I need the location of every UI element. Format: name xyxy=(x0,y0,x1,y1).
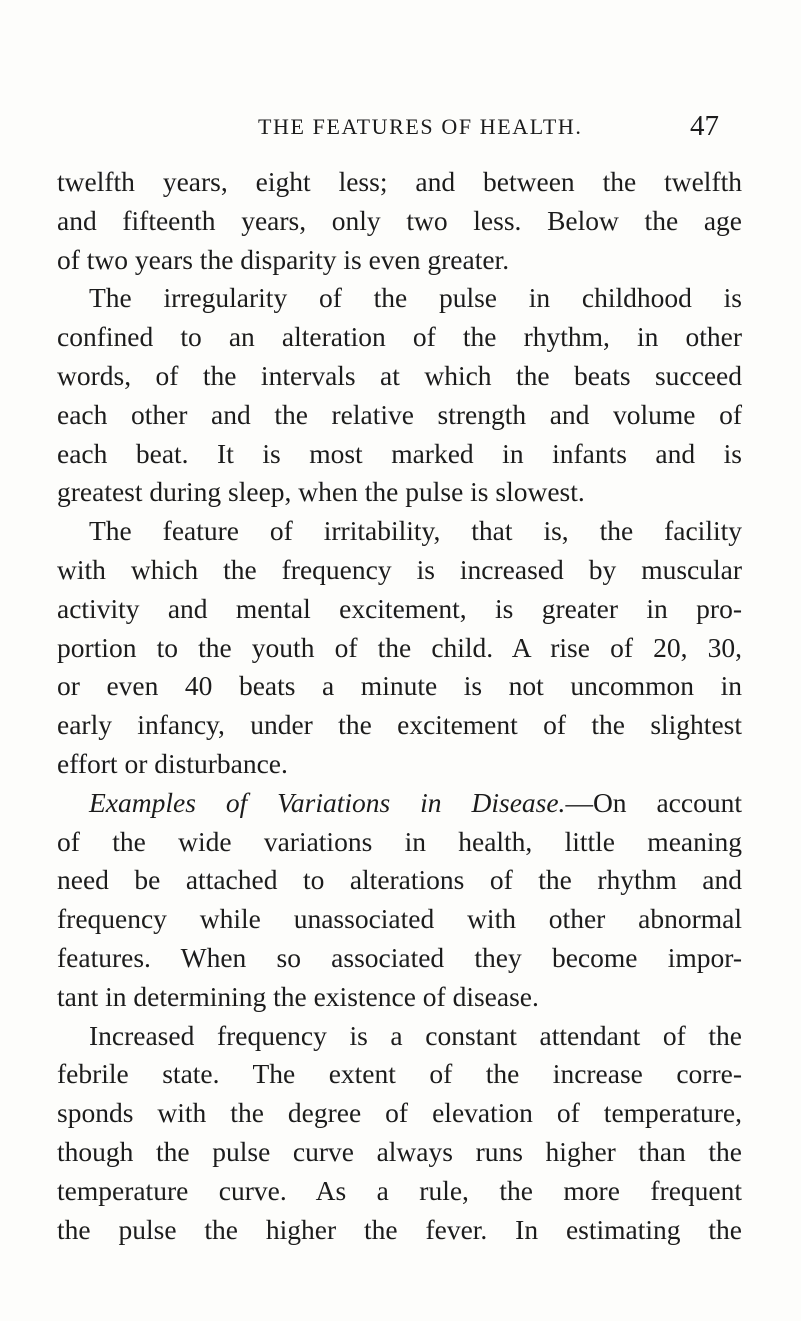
page-number: 47 xyxy=(690,110,719,142)
section-heading-line xyxy=(57,784,742,823)
text-line: of two years the disparity is even greater. xyxy=(57,243,510,275)
text-line: words, of the intervals at which the beats succeed xyxy=(57,359,742,391)
text-line: confined to an alteration of the rhythm, in other xyxy=(57,321,742,353)
text-line: early infancy, under the excitement of the slightest xyxy=(57,709,742,741)
text-line: with which the frequency is increased by muscular xyxy=(57,553,742,585)
text-line: tant in determining the existence of disease. xyxy=(57,980,539,1012)
running-header xyxy=(0,110,801,144)
text-line: features. When so associated they become impor- xyxy=(57,941,742,973)
text-line: each other and the relative strength and volume of xyxy=(57,398,742,430)
text-line: or even 40 beats a minute is not uncommon in xyxy=(57,670,742,702)
text-line: and fifteenth years, only two less. Below the age xyxy=(57,204,742,236)
running-title: THE FEATURES OF HEALTH. xyxy=(258,114,583,139)
text-line: need be attached to alterations of the rhythm and xyxy=(57,864,742,896)
text-line: though the pulse curve always runs higher than the xyxy=(57,1135,742,1167)
text-line: Increased frequency is a constant attendant of the xyxy=(89,1019,742,1051)
text-line: greatest during sleep, when the pulse is slowest. xyxy=(57,476,585,508)
section-heading: Examples of Variations in Disease. xyxy=(89,786,566,818)
text-line: frequency while unassociated with other abnormal xyxy=(57,903,742,935)
text-line: febrile state. The extent of the increase corre- xyxy=(57,1058,742,1090)
body-text xyxy=(57,163,742,1249)
text-line: the pulse the higher the fever. In estimating the xyxy=(57,1213,742,1245)
text-line: twelfth years, eight less; and between the twelfth xyxy=(57,166,742,197)
text-line: temperature curve. As a rule, the more frequent xyxy=(57,1174,742,1206)
text-line: activity and mental excitement, is greater in pro- xyxy=(57,592,742,624)
text-line: The irregularity of the pulse in childhood is xyxy=(89,282,742,314)
text-line: The feature of irritability, that is, the facility xyxy=(89,515,742,547)
text-line: of the wide variations in health, little meaning xyxy=(57,825,742,857)
text-line: effort or disturbance. xyxy=(57,747,288,779)
text-line: each beat. It is most marked in infants and is xyxy=(57,437,742,469)
text-line: sponds with the degree of elevation of temperature, xyxy=(57,1097,742,1129)
text-line: —On account xyxy=(565,786,742,818)
text-line: portion to the youth of the child. A rise of 20, 30, xyxy=(57,631,742,663)
